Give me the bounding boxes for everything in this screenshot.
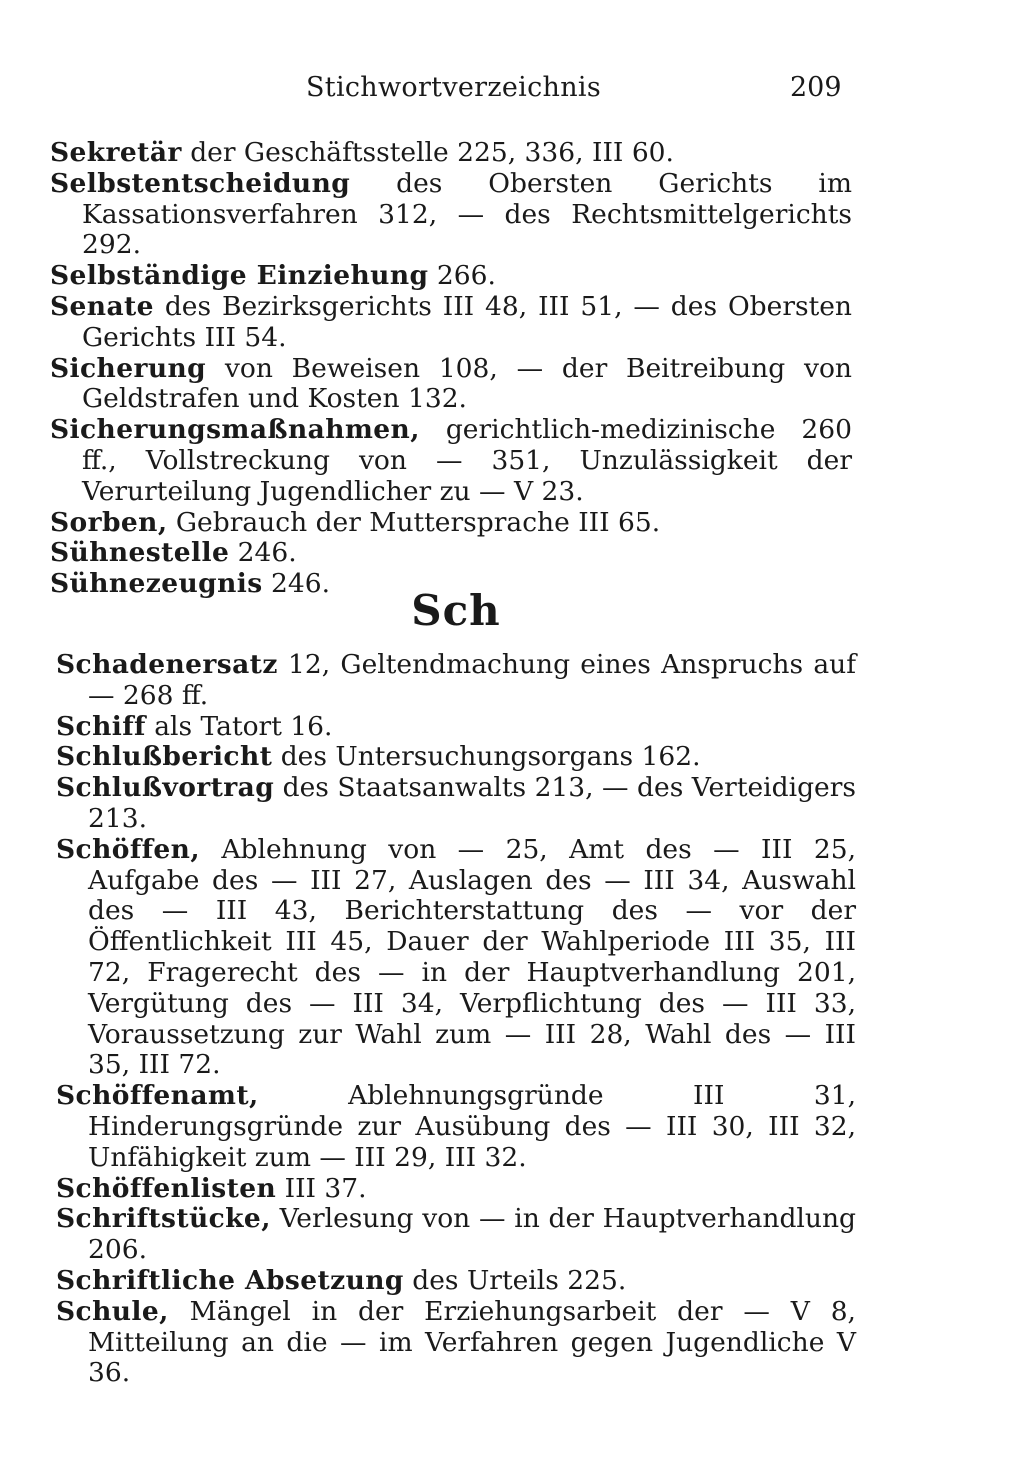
entry-text: Ablehnung von — 25, Amt des — III 25, Aufgabe des — III 27, Auslagen des — III 34, Auswahl des — III 43, Berichterstattung des — vor der Öffentlichkeit III 45, Dauer der Wahlperiode III 35, III 72, Fragerecht des — in der Hauptverhandlung 201, Vergütung des — III 34, Verpflichtung des — III 33, Voraussetzung zur Wahl zum — III 28, Wahl des — III 35, III 72. <box>88 833 856 1081</box>
index-entry <box>56 1204 856 1266</box>
index-entry <box>50 138 852 169</box>
index-entry <box>56 1297 856 1389</box>
index-entry <box>56 742 856 773</box>
entry-text: des Untersuchungsorgans 162. <box>272 741 701 773</box>
entry-term: Schriftliche Absetzung <box>56 1264 404 1296</box>
entry-term: Schriftstücke, <box>56 1203 271 1235</box>
entry-term: Senate <box>50 290 154 322</box>
entry-term: Sühnezeugnis <box>50 568 263 600</box>
entry-term: Sorben, <box>50 506 168 538</box>
page-number: 209 <box>790 72 842 103</box>
running-title: Stichwortverzeichnis <box>306 72 601 103</box>
entry-text: des Urteils 225. <box>403 1264 627 1296</box>
index-entry <box>50 261 852 292</box>
section-heading <box>0 586 1024 635</box>
index-entry <box>56 773 856 835</box>
index-entries-sch <box>56 650 856 1389</box>
entry-term: Selbstentscheidung <box>50 167 351 199</box>
entry-text: 12, Geltendmachung eines Anspruchs auf — 268 ff. <box>88 649 856 711</box>
entry-term: Schadenersatz <box>56 649 278 680</box>
section-heading-text: Sch <box>411 586 501 635</box>
index-entry <box>50 292 852 354</box>
entry-text: Verlesung von — in der Hauptverhandlung 206. <box>88 1203 856 1266</box>
index-entry <box>56 1174 856 1205</box>
index-entry <box>50 538 852 569</box>
index-entry <box>56 650 856 712</box>
index-entry <box>50 354 852 416</box>
entry-text: von Beweisen 108, — der Beitreibung von Geldstrafen und Kosten 132. <box>82 352 852 415</box>
entry-text: des Staatsanwalts 213, — des Verteidigers 213. <box>88 772 856 834</box>
entry-term: Schlußbericht <box>56 741 273 773</box>
index-entry <box>50 508 852 539</box>
entry-term: Schöffenamt, <box>56 1080 259 1112</box>
index-entry <box>56 712 856 743</box>
entry-text: 246. <box>262 568 330 600</box>
entry-term: Sühnestelle <box>50 537 230 569</box>
entry-term: Sicherungsmaßnahmen, <box>50 414 420 446</box>
index-entry <box>56 1081 856 1173</box>
entry-text: Mängel in der Erziehungsarbeit der — V 8, Mitteilung an die — im Verfahren gegen Jugendliche V 36. <box>88 1295 856 1389</box>
index-entries-s <box>50 138 852 600</box>
entry-text: Ablehnungsgründe III 31, Hinderungsgründe zur Ausübung des — III 30, III 32, Unfähigkeit zum — III 29, III 32. <box>88 1080 856 1173</box>
entry-text: der Geschäftsstelle 225, 336, III 60. <box>181 137 674 168</box>
entry-text: III 37. <box>276 1172 367 1204</box>
entry-text: des Obersten Gerichts im Kassationsverfahren 312, — des Rechtsmittelgerichts 292. <box>82 167 852 261</box>
index-entry <box>56 835 856 1081</box>
entry-term: Schöffen, <box>56 833 200 865</box>
entry-text: 246. <box>229 537 297 569</box>
entry-text: des Bezirksgerichts III 48, III 51, — des Obersten Gerichts III 54. <box>82 290 852 353</box>
index-entry <box>56 1266 856 1297</box>
entry-text: gerichtlich-medizinische 260 ff., Vollstreckung von — 351, Unzulässigkeit der Verurteilung Jugendlicher zu — V 23. <box>82 414 852 507</box>
entry-term: Sekretär <box>50 137 182 168</box>
entry-text: Gebrauch der Muttersprache III 65. <box>167 506 661 538</box>
index-entry <box>50 169 852 261</box>
entry-term: Sicherung <box>50 352 207 384</box>
entry-term: Selbständige Einziehung <box>50 260 429 292</box>
entry-term: Schiff <box>56 710 146 742</box>
entry-term: Schöffenlisten <box>56 1172 277 1204</box>
page-header <box>0 72 1024 112</box>
entry-term: Schule, <box>56 1295 169 1327</box>
entry-term: Schlußvortrag <box>56 772 275 804</box>
entry-text: als Tatort 16. <box>145 710 333 742</box>
entry-text: 266. <box>428 260 496 292</box>
index-entry <box>50 415 852 507</box>
